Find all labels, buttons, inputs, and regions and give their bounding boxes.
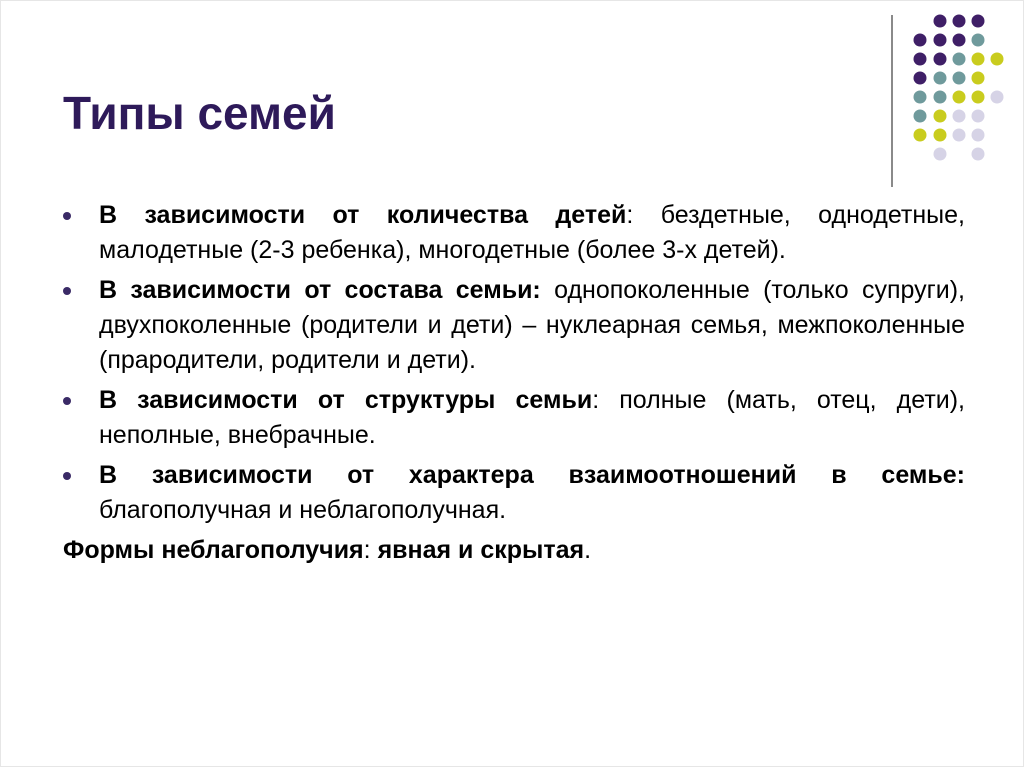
bullet-lead: В зависимости от состава семьи: <box>99 276 541 304</box>
forms-value: явная и скрытая <box>377 536 585 564</box>
bullet-item-children-count <box>63 198 965 268</box>
bullet-dot-icon <box>63 472 71 480</box>
forms-separator: : <box>363 536 378 564</box>
divider-line <box>891 15 893 187</box>
bullet-list <box>63 198 965 528</box>
slide-content <box>63 198 965 568</box>
bullet-text: благополучная и неблагополучная. <box>99 496 507 524</box>
bullet-text: : полные (мать, отец, дети), неполные, внебрачные. <box>99 386 966 449</box>
forms-end: . <box>584 536 592 564</box>
forms-of-dysfunction <box>63 533 965 568</box>
bullet-item-relationships <box>63 458 965 528</box>
bullet-dot-icon <box>63 287 71 295</box>
bullet-item-family-composition <box>63 273 965 378</box>
forms-lead: Формы неблагополучия <box>63 536 364 564</box>
bullet-text: однопоколенные (только супруги), двухпоколенные (родители и дети) – нуклеарная семья, межпоколенные (прародители, родители и дети). <box>99 276 965 374</box>
bullet-lead: В зависимости от структуры семьи <box>99 386 593 414</box>
bullet-item-family-structure <box>63 383 965 453</box>
bullet-lead: В зависимости от количества детей <box>99 201 627 229</box>
bullet-text: : бездетные, однодетные, малодетные (2-3 ребенка), многодетные (более 3-х детей). <box>99 201 965 264</box>
bullet-dot-icon <box>63 212 71 220</box>
bullet-lead: В зависимости от характера взаимоотношений в семье: <box>99 461 965 489</box>
slide-title: Типы семей <box>63 87 336 139</box>
bullet-dot-icon <box>63 397 71 405</box>
